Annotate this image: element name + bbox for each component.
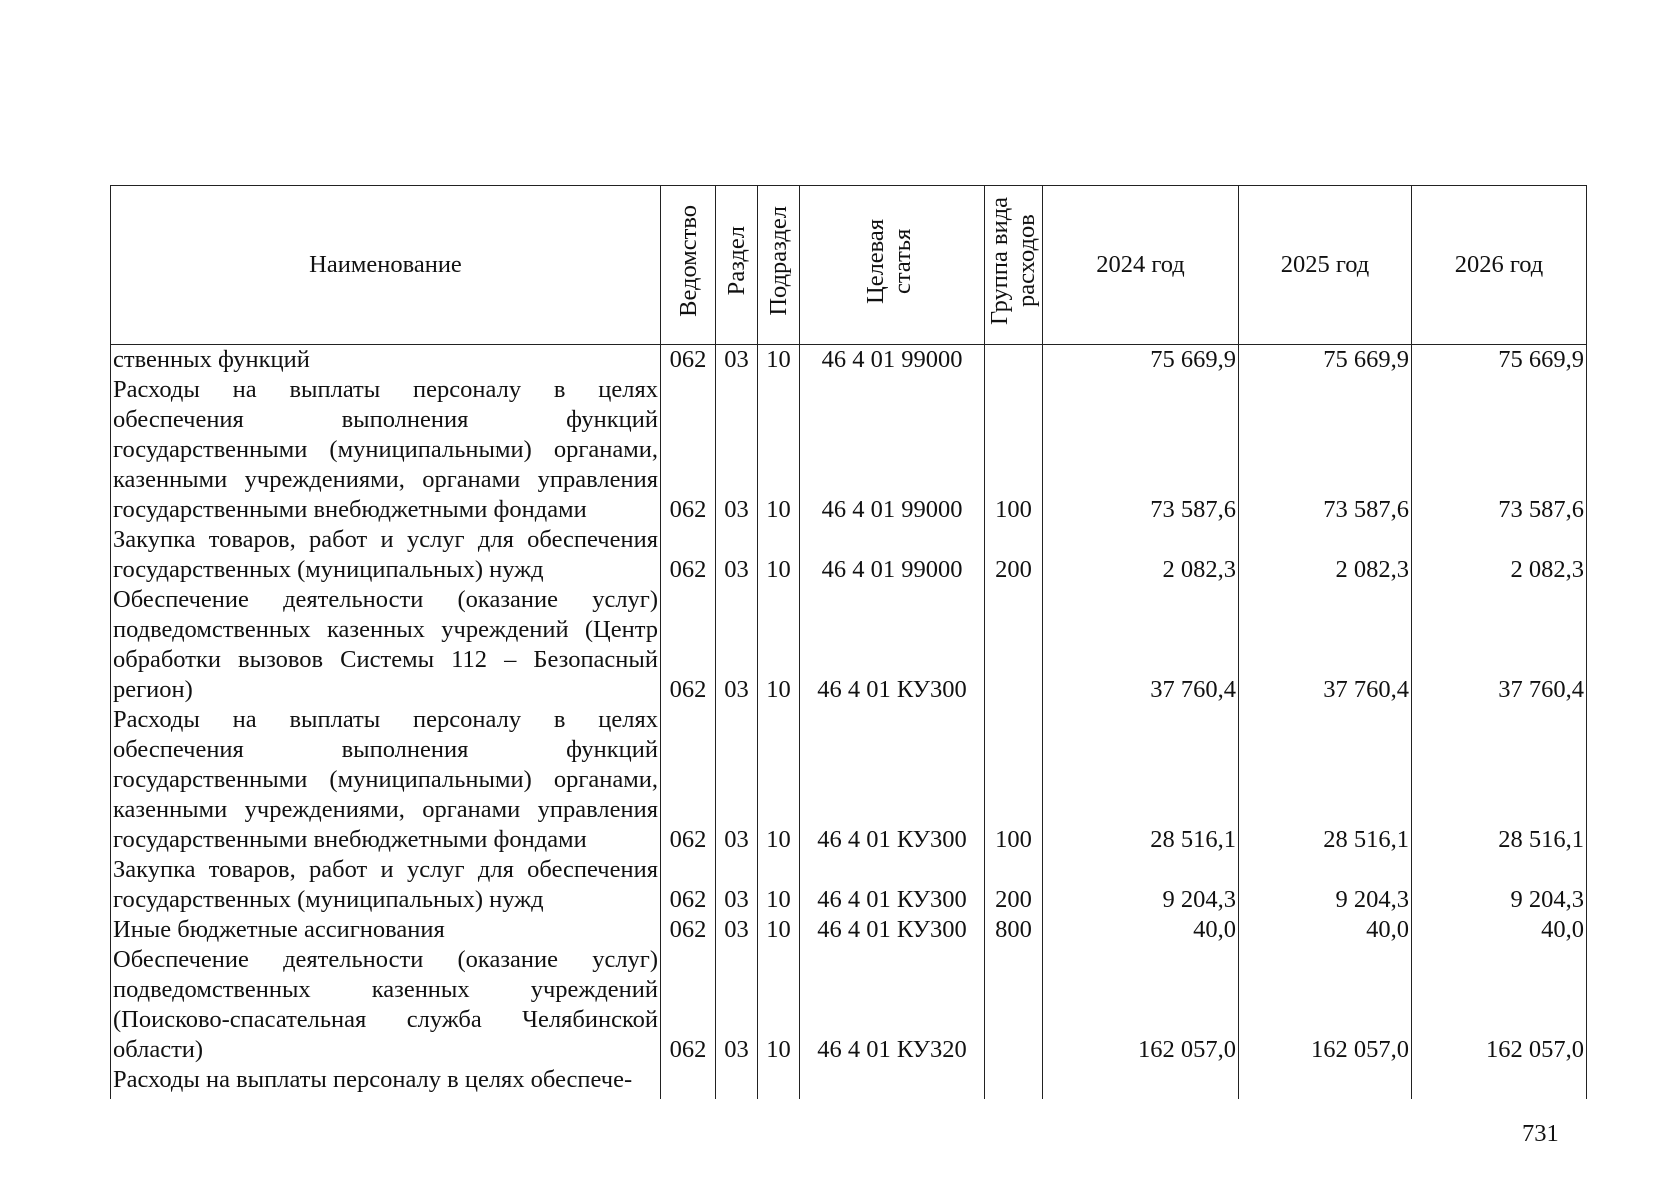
row-razdel: 03 xyxy=(716,375,758,525)
row-2026: 9 204,3 xyxy=(1412,855,1587,915)
header-podrazdel: Подраздел xyxy=(758,186,800,345)
row-name: Закупка товаров, работ и услуг для обеспечения государственных (муниципальных) нужд xyxy=(111,855,661,915)
table-row xyxy=(111,945,1587,1065)
row-2024: 162 057,0 xyxy=(1043,945,1239,1065)
table-header-row xyxy=(111,186,1587,345)
row-razdel xyxy=(716,1065,758,1099)
row-podrazdel xyxy=(758,1065,800,1099)
row-gruppa xyxy=(985,345,1043,376)
row-celevaya-statya: 46 4 01 КУ300 xyxy=(800,915,985,945)
table-row xyxy=(111,345,1587,376)
row-name: Расходы на выплаты персоналу в целях обеспече- xyxy=(111,1065,661,1099)
row-gruppa: 100 xyxy=(985,375,1043,525)
row-2025: 73 587,6 xyxy=(1239,375,1412,525)
row-podrazdel: 10 xyxy=(758,945,800,1065)
row-name: Иные бюджетные ассигнования xyxy=(111,915,661,945)
row-2025 xyxy=(1239,1065,1412,1099)
row-celevaya-statya: 46 4 01 КУ300 xyxy=(800,585,985,705)
row-2025: 37 760,4 xyxy=(1239,585,1412,705)
table-row xyxy=(111,375,1587,525)
row-2026: 73 587,6 xyxy=(1412,375,1587,525)
table-row xyxy=(111,525,1587,585)
row-2024: 9 204,3 xyxy=(1043,855,1239,915)
row-razdel: 03 xyxy=(716,345,758,376)
header-year-2025: 2025 год xyxy=(1239,186,1412,345)
row-2025: 75 669,9 xyxy=(1239,345,1412,376)
header-year-2026: 2026 год xyxy=(1412,186,1587,345)
row-celevaya-statya: 46 4 01 КУ300 xyxy=(800,705,985,855)
row-gruppa: 100 xyxy=(985,705,1043,855)
row-vedomstvo: 062 xyxy=(661,345,716,376)
table-row xyxy=(111,855,1587,915)
row-name: Обеспечение деятельности (оказание услуг) подведомственных казенных учреждений (Центр обработки вызовов Системы 112 – Безопасный регион) xyxy=(111,585,661,705)
budget-table xyxy=(110,185,1587,1099)
table-row xyxy=(111,1065,1587,1099)
row-2026: 75 669,9 xyxy=(1412,345,1587,376)
row-podrazdel: 10 xyxy=(758,345,800,376)
row-2024 xyxy=(1043,1065,1239,1099)
row-podrazdel: 10 xyxy=(758,705,800,855)
row-gruppa xyxy=(985,945,1043,1065)
row-vedomstvo: 062 xyxy=(661,915,716,945)
table-row xyxy=(111,705,1587,855)
header-vedomstvo: Ведомство xyxy=(661,186,716,345)
row-name: Закупка товаров, работ и услуг для обеспечения государственных (муниципальных) нужд xyxy=(111,525,661,585)
table-row xyxy=(111,915,1587,945)
row-2025: 9 204,3 xyxy=(1239,855,1412,915)
row-podrazdel: 10 xyxy=(758,915,800,945)
row-celevaya-statya: 46 4 01 99000 xyxy=(800,375,985,525)
row-razdel: 03 xyxy=(716,525,758,585)
page-number: 731 xyxy=(1522,1120,1559,1147)
row-celevaya-statya: 46 4 01 КУ300 xyxy=(800,855,985,915)
row-gruppa: 200 xyxy=(985,525,1043,585)
row-celevaya-statya: 46 4 01 КУ320 xyxy=(800,945,985,1065)
row-razdel: 03 xyxy=(716,705,758,855)
row-celevaya-statya: 46 4 01 99000 xyxy=(800,525,985,585)
row-2024: 73 587,6 xyxy=(1043,375,1239,525)
row-2024: 2 082,3 xyxy=(1043,525,1239,585)
row-2026: 2 082,3 xyxy=(1412,525,1587,585)
row-vedomstvo: 062 xyxy=(661,585,716,705)
row-celevaya-statya: 46 4 01 99000 xyxy=(800,345,985,376)
row-2026 xyxy=(1412,1065,1587,1099)
table-body xyxy=(111,345,1587,1100)
row-podrazdel: 10 xyxy=(758,855,800,915)
row-razdel: 03 xyxy=(716,915,758,945)
row-celevaya-statya xyxy=(800,1065,985,1099)
row-2026: 162 057,0 xyxy=(1412,945,1587,1065)
table-row xyxy=(111,585,1587,705)
row-2025: 28 516,1 xyxy=(1239,705,1412,855)
row-2025: 2 082,3 xyxy=(1239,525,1412,585)
row-2026: 37 760,4 xyxy=(1412,585,1587,705)
row-name: Расходы на выплаты персоналу в целях обеспечения выполнения функций государственными (муниципальными) органами, казенными учреждениями, органами управления государственными внебюджетными фондами xyxy=(111,375,661,525)
row-razdel: 03 xyxy=(716,585,758,705)
row-2024: 28 516,1 xyxy=(1043,705,1239,855)
row-2024: 37 760,4 xyxy=(1043,585,1239,705)
row-podrazdel: 10 xyxy=(758,585,800,705)
row-2025: 162 057,0 xyxy=(1239,945,1412,1065)
row-name: Обеспечение деятельности (оказание услуг) подведомственных казенных учреждений (Поисково-спасательная служба Челябинской области) xyxy=(111,945,661,1065)
row-2026: 28 516,1 xyxy=(1412,705,1587,855)
header-name: Наименование xyxy=(111,186,661,345)
row-vedomstvo xyxy=(661,1065,716,1099)
row-podrazdel: 10 xyxy=(758,375,800,525)
header-gruppa-vida-rashodov: Группа вида расходов xyxy=(985,186,1043,345)
row-2024: 40,0 xyxy=(1043,915,1239,945)
header-year-2024: 2024 год xyxy=(1043,186,1239,345)
row-vedomstvo: 062 xyxy=(661,375,716,525)
row-gruppa: 200 xyxy=(985,855,1043,915)
row-gruppa xyxy=(985,585,1043,705)
row-gruppa xyxy=(985,1065,1043,1099)
row-vedomstvo: 062 xyxy=(661,855,716,915)
row-razdel: 03 xyxy=(716,945,758,1065)
row-2024: 75 669,9 xyxy=(1043,345,1239,376)
row-podrazdel: 10 xyxy=(758,525,800,585)
row-vedomstvo: 062 xyxy=(661,705,716,855)
row-gruppa: 800 xyxy=(985,915,1043,945)
row-razdel: 03 xyxy=(716,855,758,915)
header-razdel: Раздел xyxy=(716,186,758,345)
row-2026: 40,0 xyxy=(1412,915,1587,945)
row-name: Расходы на выплаты персоналу в целях обеспечения выполнения функций государственными (муниципальными) органами, казенными учреждениями, органами управления государственными внебюджетными фондами xyxy=(111,705,661,855)
row-vedomstvo: 062 xyxy=(661,525,716,585)
header-celevaya-statya: Целевая статья xyxy=(800,186,985,345)
row-2025: 40,0 xyxy=(1239,915,1412,945)
row-name: ственных функций xyxy=(111,345,661,376)
row-vedomstvo: 062 xyxy=(661,945,716,1065)
